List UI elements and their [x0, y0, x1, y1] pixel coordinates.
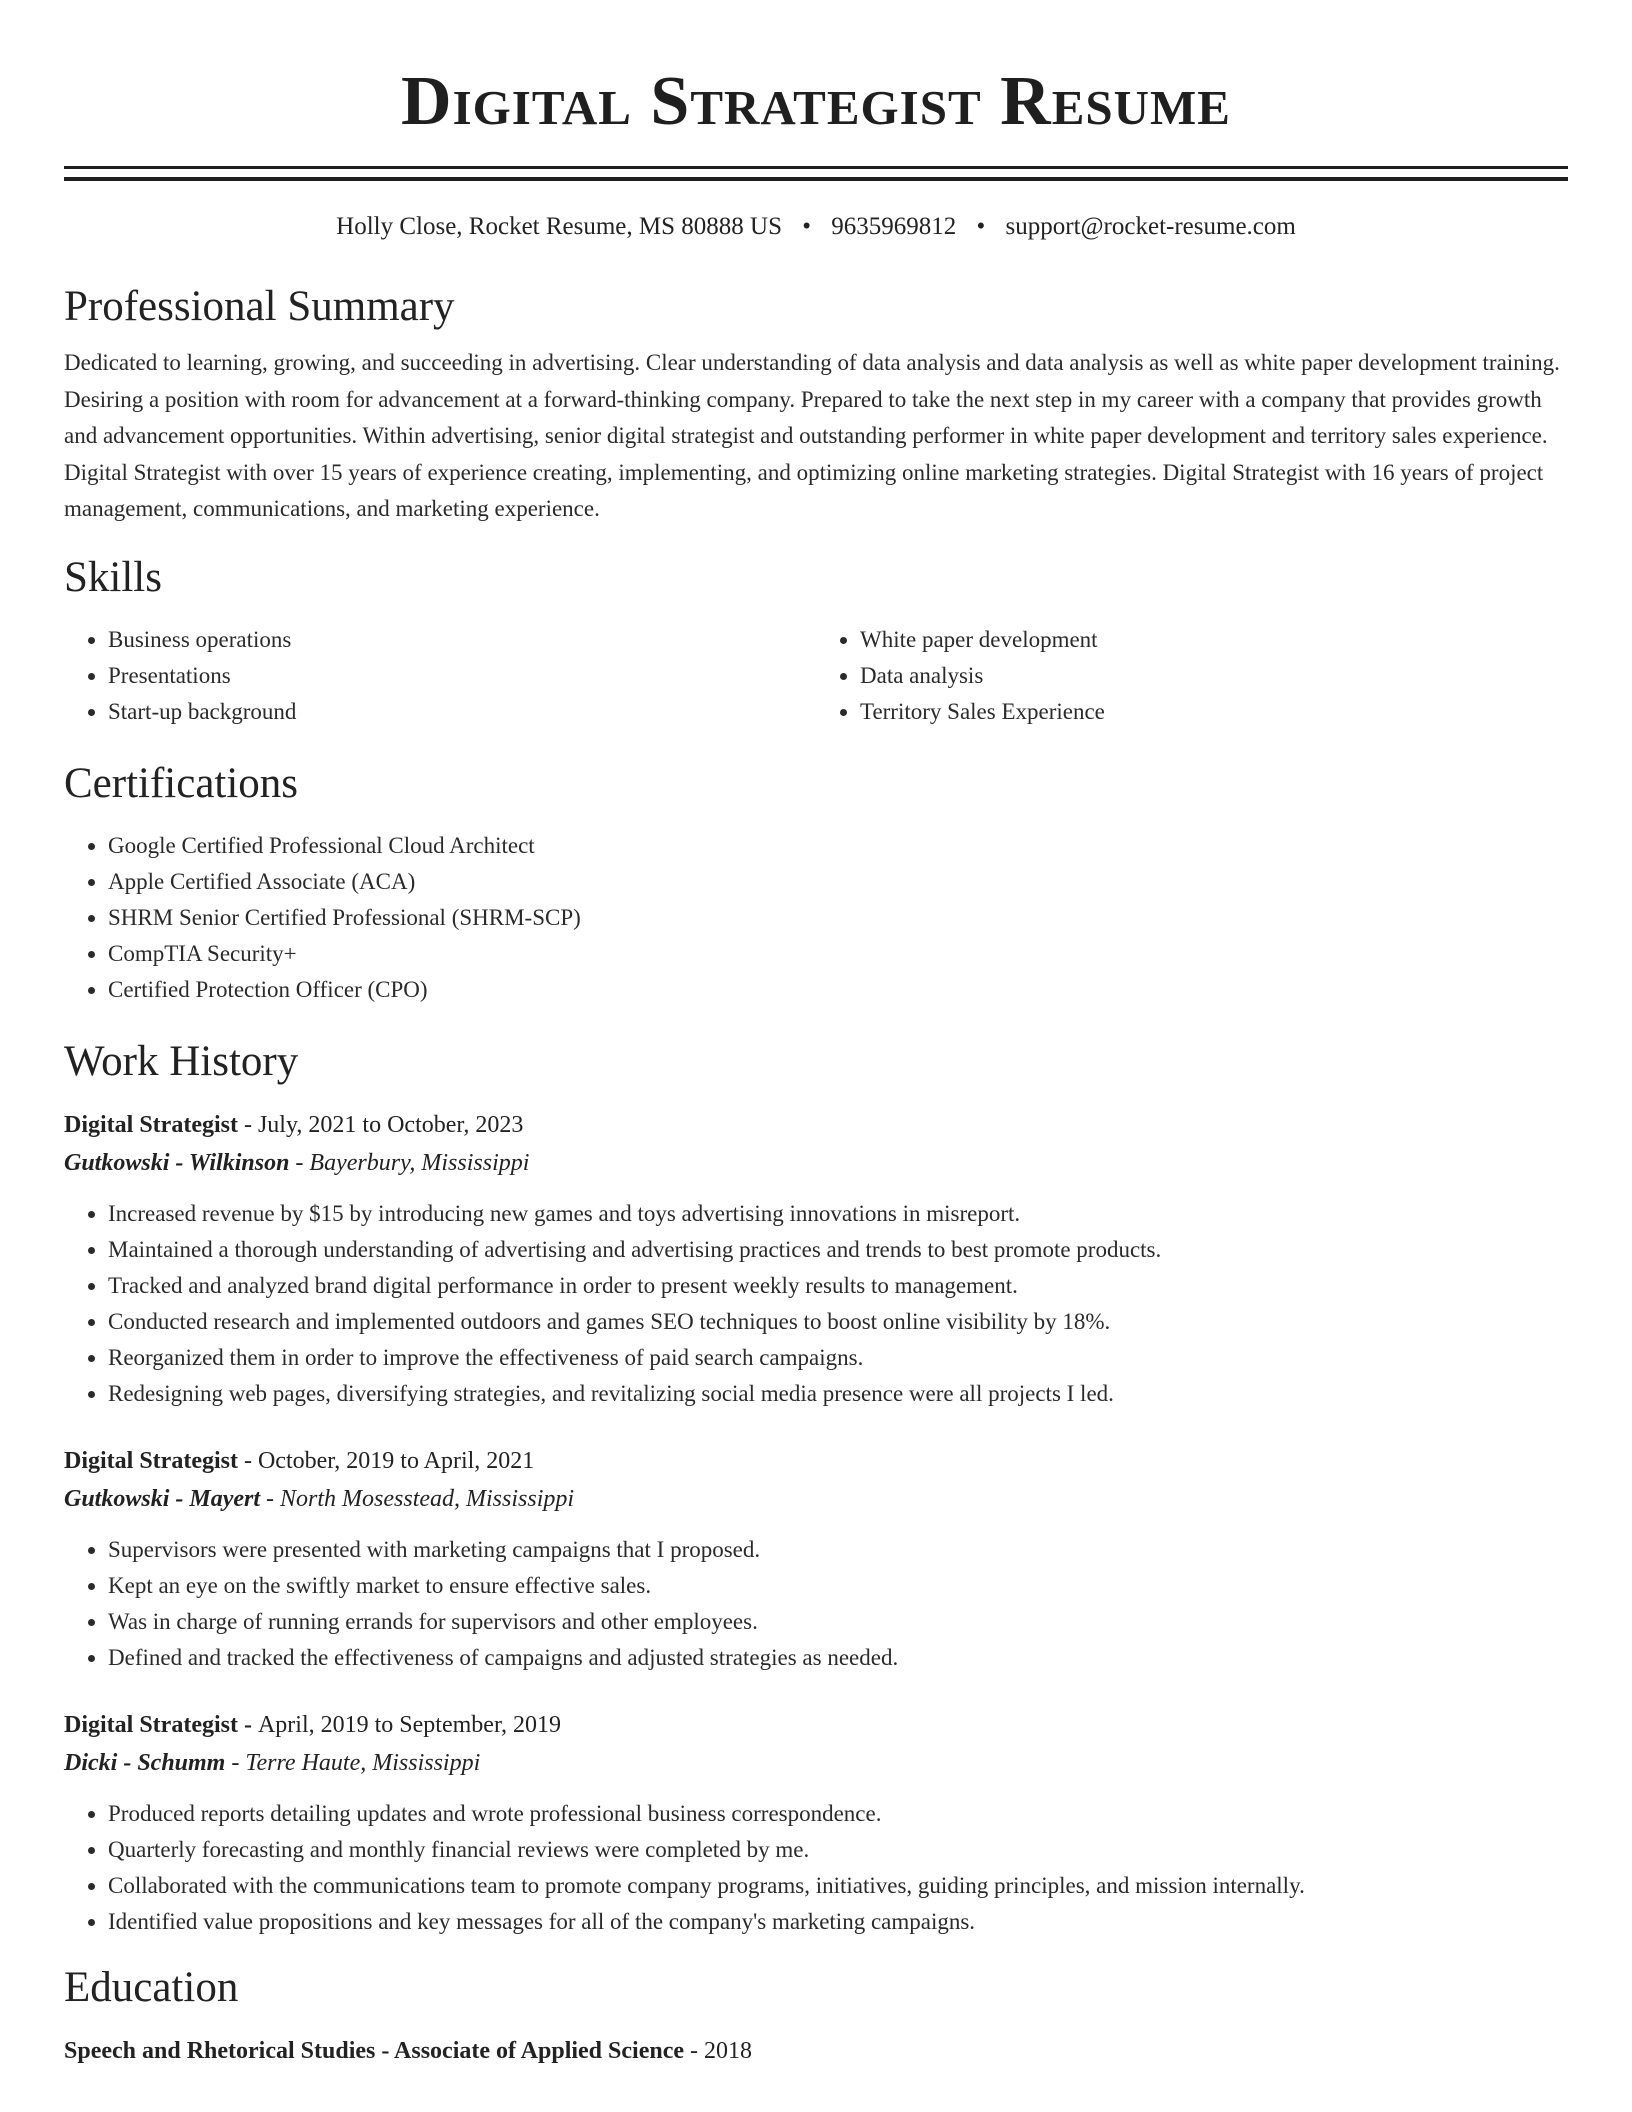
job-bullets — [64, 1532, 1568, 1676]
job-bullet: • Defined and tracked the effectiveness of campaigns and adjusted strategies as needed. — [108, 1640, 1568, 1676]
contact-address: Holly Close, Rocket Resume, MS 80888 US — [336, 213, 782, 240]
job-company: Dicki - Schumm — [64, 1749, 226, 1776]
job-bullets — [64, 1196, 1568, 1412]
job-bullet: • Was in charge of running errands for supervisors and other employees. — [108, 1604, 1568, 1640]
job-bullet: • Conducted research and implemented outdoors and games SEO techniques to boost online visibility by 18%. — [108, 1304, 1568, 1340]
contact-email[interactable]: support@rocket-resume.com — [1005, 213, 1296, 240]
job-dates: July, 2021 to October, 2023 — [257, 1111, 524, 1138]
job-title-line: Digital Strategist - July, 2021 to October, 2023 — [64, 1111, 524, 1138]
job-entry — [64, 1442, 1568, 1676]
job-bullet: • Tracked and analyzed brand digital performance in order to present weekly results to management. — [108, 1268, 1568, 1304]
certification-item: • CompTIA Security+ — [108, 936, 1568, 972]
job-dates: October, 2019 to April, 2021 — [257, 1447, 535, 1474]
contact-separator: • — [976, 213, 986, 240]
certification-item: • Google Certified Professional Cloud Architect — [108, 828, 1568, 864]
job-company-line: Gutkowski - Wilkinson - Bayerbury, Mississippi — [64, 1149, 530, 1176]
certification-item: • SHRM Senior Certified Professional (SHRM-SCP) — [108, 900, 1568, 936]
skills-column-left — [64, 622, 816, 730]
job-bullet: • Supervisors were presented with marketing campaigns that I proposed. — [108, 1532, 1568, 1568]
job-bullet: • Identified value propositions and key messages for all of the company's marketing campaigns. — [108, 1904, 1568, 1940]
job-role: Digital Strategist — [64, 1711, 238, 1738]
job-role: Digital Strategist — [64, 1111, 238, 1138]
job-bullet: • Quarterly forecasting and monthly financial reviews were completed by me. — [108, 1832, 1568, 1868]
job-company-line: Gutkowski - Mayert - North Mosesstead, Mississippi — [64, 1485, 575, 1512]
job-bullets — [64, 1796, 1568, 1940]
skills-column-right — [816, 622, 1568, 730]
job-bullet: • Produced reports detailing updates and wrote professional business correspondence. — [108, 1796, 1568, 1832]
skill-item: • Business operations — [108, 622, 816, 658]
job-bullet: • Increased revenue by $15 by introducing new games and toys advertising innovations in misreport. — [108, 1196, 1568, 1232]
education-entry: Speech and Rhetorical Studies - Associate of Applied Science - 2018 — [64, 2037, 753, 2064]
job-entry — [64, 1706, 1568, 1940]
education-degree: Speech and Rhetorical Studies - Associate of Applied Science — [64, 2037, 685, 2064]
skill-item: • Start-up background — [108, 694, 816, 730]
job-bullet: • Collaborated with the communications team to promote company programs, initiatives, guiding principles, and mission internally. — [108, 1868, 1568, 1904]
summary-heading: Professional Summary — [64, 283, 455, 330]
skill-item: • Territory Sales Experience — [860, 694, 1568, 730]
job-location: North Mosesstead, Mississippi — [280, 1485, 575, 1512]
skills-list — [64, 622, 1568, 730]
contact-line — [64, 211, 1568, 243]
job-dates: April, 2019 to September, 2019 — [257, 1711, 561, 1738]
skill-item: • White paper development — [860, 622, 1568, 658]
resume-title: Digital Strategist Resume — [401, 63, 1231, 140]
contact-phone: 9635969812 — [831, 213, 957, 240]
work-history-heading: Work History — [64, 1037, 299, 1085]
job-title-line: Digital Strategist - October, 2019 to April, 2021 — [64, 1447, 535, 1474]
skill-item: • Presentations — [108, 658, 816, 694]
summary-text: Dedicated to learning, growing, and succeeding in advertising. Clear understanding of data analysis and data analysis as well as white paper development training. Desiring a position with room for advancement at a forward-thinking company. Prepared to take the next step in my career with a company that provides growth and advancement opportunities. Within advertising, senior digital strategist and outstanding performer in white paper development and territory sales experience. Digital Strategist with over 15 years of experience creating, implementing, and optimizing online marketing strategies. Digital Strategist with 16 years of project management, communications, and marketing experience. — [64, 350, 1560, 521]
skills-heading: Skills — [64, 553, 162, 601]
certifications-heading: Certifications — [64, 759, 299, 807]
resume-page — [64, 0, 1568, 2070]
education-heading: Education — [64, 1963, 239, 2011]
job-location: Terre Haute, Mississippi — [245, 1749, 481, 1776]
job-company: Gutkowski - Mayert — [64, 1485, 261, 1512]
job-bullet: • Maintained a thorough understanding of advertising and advertising practices and trends to best promote products. — [108, 1232, 1568, 1268]
job-company-line: Dicki - Schumm - Terre Haute, Mississippi — [64, 1749, 481, 1776]
job-location: Bayerbury, Mississippi — [309, 1149, 530, 1176]
job-entry — [64, 1106, 1568, 1412]
job-bullet: • Kept an eye on the swiftly market to ensure effective sales. — [108, 1568, 1568, 1604]
job-bullet: • Redesigning web pages, diversifying strategies, and revitalizing social media presence were all projects I led. — [108, 1376, 1568, 1412]
title-divider — [64, 166, 1568, 181]
job-title-line: Digital Strategist - April, 2019 to September, 2019 — [64, 1711, 561, 1738]
job-bullet: • Reorganized them in order to improve the effectiveness of paid search campaigns. — [108, 1340, 1568, 1376]
certification-item: • Apple Certified Associate (ACA) — [108, 864, 1568, 900]
certification-item: • Certified Protection Officer (CPO) — [108, 972, 1568, 1008]
education-year: 2018 — [704, 2037, 753, 2064]
skill-item: • Data analysis — [860, 658, 1568, 694]
job-role: Digital Strategist — [64, 1447, 238, 1474]
certifications-list — [64, 828, 1568, 1008]
job-company: Gutkowski - Wilkinson — [64, 1149, 290, 1176]
contact-separator: • — [802, 213, 812, 240]
